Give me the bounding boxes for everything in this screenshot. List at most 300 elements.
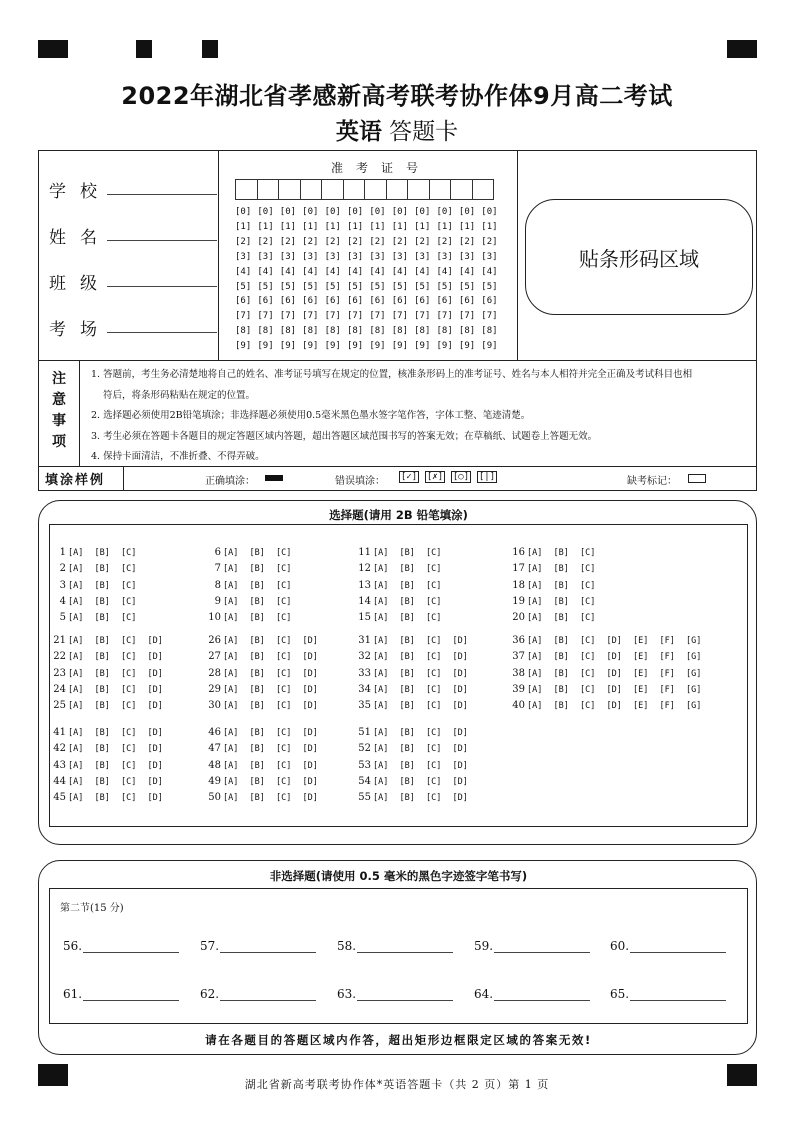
answer-bubble[interactable]: [D] <box>302 760 318 771</box>
answer-bubble[interactable]: [B] <box>249 684 265 695</box>
answer-bubble[interactable]: [C] <box>580 668 596 679</box>
digit-bubble[interactable]: [4] <box>346 266 364 277</box>
digit-bubble[interactable]: [4] <box>481 266 498 277</box>
answer-bubble[interactable]: [B] <box>399 684 415 695</box>
digit-bubble[interactable]: [4] <box>257 266 274 277</box>
answer-bubble[interactable]: [C] <box>580 580 596 591</box>
answer-bubble[interactable]: [D] <box>452 701 468 712</box>
digit-bubble[interactable]: [8] <box>369 326 386 337</box>
digit-bubble[interactable]: [3] <box>235 251 252 262</box>
answer-bubble[interactable]: [B] <box>249 652 265 663</box>
answer-blank[interactable]: 57. <box>200 939 316 953</box>
answer-bubble[interactable]: [C] <box>426 580 442 591</box>
digit-bubble[interactable]: [6] <box>235 296 252 307</box>
answer-bubble[interactable]: [B] <box>94 564 110 575</box>
answer-bubble[interactable]: [A] <box>373 580 389 591</box>
digit-bubble[interactable]: [8] <box>279 326 297 337</box>
digit-bubble[interactable]: [3] <box>436 251 453 262</box>
digit-bubble[interactable]: [6] <box>324 296 341 307</box>
digit-bubble[interactable]: [5] <box>257 281 274 292</box>
answer-bubble[interactable]: [F] <box>659 701 675 712</box>
answer-bubble[interactable]: [B] <box>249 760 265 771</box>
answer-bubble[interactable]: [A] <box>223 652 239 663</box>
digit-bubble[interactable]: [6] <box>458 296 476 307</box>
digit-bubble[interactable]: [6] <box>391 296 408 307</box>
answer-bubble[interactable]: [B] <box>94 668 110 679</box>
answer-blank[interactable]: 60. <box>610 939 726 953</box>
answer-blank[interactable]: 64. <box>474 987 590 1001</box>
answer-bubble[interactable]: [E] <box>633 701 649 712</box>
answer-bubble[interactable]: [F] <box>659 668 675 679</box>
answer-bubble[interactable]: [A] <box>223 564 239 575</box>
digit-bubble[interactable]: [1] <box>279 221 297 232</box>
answer-bubble[interactable]: [A] <box>223 596 239 607</box>
digit-bubble[interactable]: [0] <box>235 207 252 217</box>
answer-bubble[interactable]: [E] <box>633 684 649 695</box>
answer-bubble[interactable]: [C] <box>580 701 596 712</box>
answer-bubble[interactable]: [C] <box>580 652 596 663</box>
answer-bubble[interactable]: [B] <box>399 668 415 679</box>
absent-checkbox[interactable] <box>688 474 706 483</box>
answer-bubble[interactable]: [D] <box>606 701 622 712</box>
digit-bubble[interactable]: [2] <box>235 236 252 247</box>
answer-bubble[interactable]: [G] <box>686 668 702 679</box>
answer-bubble[interactable]: [D] <box>452 744 468 755</box>
answer-bubble[interactable]: [D] <box>606 636 622 646</box>
answer-bubble[interactable]: [C] <box>276 684 292 695</box>
answer-bubble[interactable]: [D] <box>302 668 318 679</box>
answer-bubble[interactable]: [A] <box>527 613 543 624</box>
digit-bubble[interactable]: [7] <box>391 311 408 322</box>
answer-bubble[interactable]: [B] <box>249 793 265 804</box>
answer-bubble[interactable]: [B] <box>94 684 110 695</box>
answer-bubble[interactable]: [A] <box>223 613 239 624</box>
answer-bubble[interactable]: [G] <box>686 701 702 712</box>
digit-bubble[interactable]: [9] <box>257 341 274 352</box>
answer-bubble[interactable]: [C] <box>580 613 596 624</box>
answer-bubble[interactable]: [C] <box>426 668 442 679</box>
answer-bubble[interactable]: [B] <box>249 564 265 575</box>
digit-bubble[interactable]: [6] <box>369 296 386 307</box>
digit-bubble[interactable]: [0] <box>302 207 319 217</box>
answer-bubble[interactable]: [B] <box>249 744 265 755</box>
answer-bubble[interactable]: [F] <box>659 652 675 663</box>
digit-bubble[interactable]: [5] <box>414 281 431 292</box>
digit-bubble[interactable]: [9] <box>279 341 297 352</box>
digit-bubble[interactable]: [7] <box>324 311 341 322</box>
digit-bubble[interactable]: [4] <box>324 266 341 277</box>
answer-blank[interactable]: 59. <box>474 939 590 953</box>
digit-bubble[interactable]: [1] <box>369 221 386 232</box>
digit-bubble[interactable]: [7] <box>235 311 252 322</box>
answer-bubble[interactable]: [C] <box>276 596 292 607</box>
answer-bubble[interactable]: [C] <box>426 728 442 738</box>
digit-bubble[interactable]: [4] <box>414 266 431 277</box>
digit-bubble[interactable]: [3] <box>302 251 319 262</box>
answer-bubble[interactable]: [B] <box>94 580 110 591</box>
digit-bubble[interactable]: [0] <box>279 207 297 217</box>
answer-bubble[interactable]: [A] <box>68 793 84 804</box>
answer-bubble[interactable]: [D] <box>452 728 468 738</box>
digit-bubble[interactable]: [7] <box>346 311 364 322</box>
digit-bubble[interactable]: [1] <box>436 221 453 232</box>
answer-bubble[interactable]: [D] <box>147 776 163 787</box>
answer-bubble[interactable]: [A] <box>68 684 84 695</box>
answer-bubble[interactable]: [D] <box>606 652 622 663</box>
answer-bubble[interactable]: [B] <box>553 701 569 712</box>
answer-bubble[interactable]: [B] <box>249 701 265 712</box>
answer-bubble[interactable]: [B] <box>553 613 569 624</box>
answer-bubble[interactable]: [B] <box>94 613 110 624</box>
digit-bubble[interactable]: [8] <box>436 326 453 337</box>
digit-bubble[interactable]: [2] <box>279 236 297 247</box>
digit-bubble[interactable]: [1] <box>302 221 319 232</box>
answer-bubble[interactable]: [A] <box>68 760 84 771</box>
digit-bubble[interactable]: [2] <box>346 236 364 247</box>
answer-bubble[interactable]: [C] <box>426 636 442 646</box>
digit-bubble[interactable]: [7] <box>458 311 476 322</box>
answer-bubble[interactable]: [B] <box>399 652 415 663</box>
digit-bubble[interactable]: [7] <box>436 311 453 322</box>
answer-bubble[interactable]: [B] <box>94 652 110 663</box>
answer-bubble[interactable]: [A] <box>373 596 389 607</box>
digit-bubble[interactable]: [3] <box>391 251 408 262</box>
answer-bubble[interactable]: [D] <box>147 728 163 738</box>
answer-bubble[interactable]: [D] <box>302 744 318 755</box>
answer-bubble[interactable]: [B] <box>553 668 569 679</box>
digit-bubble[interactable]: [8] <box>414 326 431 337</box>
answer-bubble[interactable]: [E] <box>633 668 649 679</box>
answer-bubble[interactable]: [B] <box>94 636 110 646</box>
answer-bubble[interactable]: [B] <box>553 548 569 558</box>
digit-bubble[interactable]: [9] <box>458 341 476 352</box>
digit-bubble[interactable]: [6] <box>346 296 364 307</box>
answer-bubble[interactable]: [A] <box>373 613 389 624</box>
answer-bubble[interactable]: [B] <box>553 652 569 663</box>
answer-bubble[interactable]: [A] <box>527 701 543 712</box>
answer-bubble[interactable]: [B] <box>553 580 569 591</box>
digit-bubble[interactable]: [5] <box>279 281 297 292</box>
answer-bubble[interactable]: [A] <box>527 668 543 679</box>
answer-bubble[interactable]: [C] <box>121 776 137 787</box>
answer-bubble[interactable]: [B] <box>399 596 415 607</box>
answer-bubble[interactable]: [D] <box>302 652 318 663</box>
answer-bubble[interactable]: [D] <box>452 636 468 646</box>
answer-bubble[interactable]: [A] <box>527 580 543 591</box>
digit-bubble[interactable]: [9] <box>302 341 319 352</box>
answer-bubble[interactable]: [C] <box>276 580 292 591</box>
digit-bubble[interactable]: [0] <box>346 207 364 217</box>
digit-bubble[interactable]: [5] <box>436 281 453 292</box>
answer-bubble[interactable]: [C] <box>276 701 292 712</box>
digit-bubble[interactable]: [9] <box>414 341 431 352</box>
digit-bubble[interactable]: [3] <box>414 251 431 262</box>
answer-bubble[interactable]: [C] <box>276 728 292 738</box>
digit-bubble[interactable]: [2] <box>458 236 476 247</box>
answer-bubble[interactable]: [D] <box>147 652 163 663</box>
digit-bubble[interactable]: [5] <box>324 281 341 292</box>
answer-bubble[interactable]: [A] <box>373 793 389 804</box>
digit-bubble[interactable]: [4] <box>391 266 408 277</box>
digit-bubble[interactable]: [9] <box>391 341 408 352</box>
digit-bubble[interactable]: [0] <box>414 207 431 217</box>
answer-bubble[interactable]: [A] <box>68 744 84 755</box>
answer-bubble[interactable]: [A] <box>527 548 543 558</box>
digit-bubble[interactable]: [0] <box>391 207 408 217</box>
answer-bubble[interactable]: [B] <box>249 776 265 787</box>
answer-bubble[interactable]: [C] <box>426 701 442 712</box>
digit-bubble[interactable]: [2] <box>302 236 319 247</box>
answer-bubble[interactable]: [A] <box>373 744 389 755</box>
digit-bubble[interactable]: [5] <box>302 281 319 292</box>
answer-bubble[interactable]: [C] <box>121 580 137 591</box>
digit-bubble[interactable]: [6] <box>436 296 453 307</box>
digit-bubble[interactable]: [6] <box>302 296 319 307</box>
answer-bubble[interactable]: [G] <box>686 652 702 663</box>
answer-bubble[interactable]: [B] <box>249 613 265 624</box>
exam-number-boxes[interactable] <box>235 179 493 200</box>
digit-bubble[interactable]: [0] <box>458 207 476 217</box>
answer-bubble[interactable]: [C] <box>121 652 137 663</box>
digit-bubble[interactable]: [0] <box>369 207 386 217</box>
answer-bubble[interactable]: [G] <box>686 684 702 695</box>
answer-bubble[interactable]: [A] <box>373 668 389 679</box>
digit-bubble[interactable]: [3] <box>458 251 476 262</box>
answer-blank[interactable]: 62. <box>200 987 316 1001</box>
answer-bubble[interactable]: [A] <box>373 728 389 738</box>
digit-bubble[interactable]: [1] <box>414 221 431 232</box>
answer-bubble[interactable]: [D] <box>452 793 468 804</box>
answer-bubble[interactable]: [C] <box>276 668 292 679</box>
digit-bubble[interactable]: [1] <box>481 221 498 232</box>
answer-bubble[interactable]: [C] <box>580 596 596 607</box>
answer-bubble[interactable]: [A] <box>223 636 239 646</box>
digit-bubble[interactable]: [9] <box>481 341 498 352</box>
digit-bubble[interactable]: [8] <box>481 326 498 337</box>
room-field[interactable] <box>107 317 217 333</box>
answer-bubble[interactable]: [D] <box>147 668 163 679</box>
digit-bubble[interactable]: [8] <box>391 326 408 337</box>
answer-bubble[interactable]: [A] <box>68 564 84 575</box>
digit-bubble[interactable]: [3] <box>324 251 341 262</box>
answer-bubble[interactable]: [C] <box>580 636 596 646</box>
answer-bubble[interactable]: [C] <box>121 793 137 804</box>
answer-bubble[interactable]: [B] <box>399 564 415 575</box>
digit-bubble[interactable]: [8] <box>302 326 319 337</box>
digit-bubble[interactable]: [7] <box>369 311 386 322</box>
answer-bubble[interactable]: [B] <box>249 596 265 607</box>
digit-bubble[interactable]: [9] <box>369 341 386 352</box>
answer-bubble[interactable]: [C] <box>276 613 292 624</box>
answer-bubble[interactable]: [A] <box>527 636 543 646</box>
answer-bubble[interactable]: [B] <box>94 760 110 771</box>
digit-bubble[interactable]: [4] <box>302 266 319 277</box>
answer-bubble[interactable]: [C] <box>426 760 442 771</box>
answer-bubble[interactable]: [A] <box>223 701 239 712</box>
digit-bubble[interactable]: [3] <box>257 251 274 262</box>
answer-bubble[interactable]: [A] <box>68 613 84 624</box>
answer-bubble[interactable]: [B] <box>94 776 110 787</box>
answer-bubble[interactable]: [A] <box>68 580 84 591</box>
digit-bubble[interactable]: [6] <box>414 296 431 307</box>
answer-bubble[interactable]: [C] <box>426 684 442 695</box>
answer-bubble[interactable]: [A] <box>223 668 239 679</box>
answer-bubble[interactable]: [D] <box>302 776 318 787</box>
class-field[interactable] <box>107 271 217 287</box>
answer-bubble[interactable]: [D] <box>452 760 468 771</box>
answer-bubble[interactable]: [A] <box>373 548 389 558</box>
answer-bubble[interactable]: [B] <box>249 580 265 591</box>
answer-bubble[interactable]: [B] <box>94 744 110 755</box>
answer-bubble[interactable]: [C] <box>426 613 442 624</box>
answer-bubble[interactable]: [B] <box>399 744 415 755</box>
digit-bubble[interactable]: [6] <box>481 296 498 307</box>
answer-bubble[interactable]: [C] <box>426 564 442 575</box>
answer-bubble[interactable]: [A] <box>373 776 389 787</box>
answer-bubble[interactable]: [F] <box>659 684 675 695</box>
answer-bubble[interactable]: [A] <box>68 701 84 712</box>
answer-bubble[interactable]: [C] <box>426 793 442 804</box>
answer-bubble[interactable]: [D] <box>606 684 622 695</box>
answer-bubble[interactable]: [A] <box>527 564 543 575</box>
answer-bubble[interactable]: [D] <box>302 684 318 695</box>
answer-bubble[interactable]: [C] <box>121 636 137 646</box>
answer-bubble[interactable]: [B] <box>94 548 110 558</box>
answer-bubble[interactable]: [A] <box>68 548 84 558</box>
answer-bubble[interactable]: [B] <box>399 728 415 738</box>
answer-bubble[interactable]: [C] <box>426 652 442 663</box>
digit-bubble[interactable]: [4] <box>369 266 386 277</box>
answer-bubble[interactable]: [D] <box>147 760 163 771</box>
digit-bubble[interactable]: [9] <box>324 341 341 352</box>
name-field[interactable] <box>107 225 217 241</box>
answer-bubble[interactable]: [E] <box>633 636 649 646</box>
answer-bubble[interactable]: [C] <box>426 776 442 787</box>
digit-bubble[interactable]: [9] <box>346 341 364 352</box>
answer-bubble[interactable]: [B] <box>94 596 110 607</box>
digit-bubble[interactable]: [4] <box>279 266 297 277</box>
digit-bubble[interactable]: [8] <box>346 326 364 337</box>
answer-bubble[interactable]: [A] <box>68 728 84 738</box>
digit-bubble[interactable]: [0] <box>324 207 341 217</box>
answer-bubble[interactable]: [A] <box>68 596 84 607</box>
digit-bubble[interactable]: [1] <box>346 221 364 232</box>
digit-bubble[interactable]: [1] <box>257 221 274 232</box>
answer-bubble[interactable]: [D] <box>452 668 468 679</box>
answer-bubble[interactable]: [C] <box>276 652 292 663</box>
digit-bubble[interactable]: [3] <box>481 251 498 262</box>
answer-bubble[interactable]: [A] <box>373 564 389 575</box>
digit-bubble[interactable]: [0] <box>481 207 498 217</box>
answer-bubble[interactable]: [C] <box>121 760 137 771</box>
answer-bubble[interactable]: [C] <box>121 728 137 738</box>
exam-number-bubbles[interactable] <box>235 205 504 354</box>
digit-bubble[interactable]: [1] <box>324 221 341 232</box>
digit-bubble[interactable]: [1] <box>235 221 252 232</box>
answer-bubble[interactable]: [D] <box>147 744 163 755</box>
answer-bubble[interactable]: [A] <box>373 652 389 663</box>
digit-bubble[interactable]: [5] <box>346 281 364 292</box>
answer-bubble[interactable]: [B] <box>399 636 415 646</box>
answer-bubble[interactable]: [A] <box>527 596 543 607</box>
digit-bubble[interactable]: [2] <box>481 236 498 247</box>
digit-bubble[interactable]: [7] <box>414 311 431 322</box>
answer-blank[interactable]: 65. <box>610 987 726 1001</box>
answer-bubble[interactable]: [B] <box>249 636 265 646</box>
digit-bubble[interactable]: [3] <box>346 251 364 262</box>
answer-bubble[interactable]: [A] <box>223 728 239 738</box>
answer-bubble[interactable]: [B] <box>94 793 110 804</box>
answer-bubble[interactable]: [C] <box>580 548 596 558</box>
answer-bubble[interactable]: [C] <box>121 613 137 624</box>
answer-bubble[interactable]: [C] <box>426 744 442 755</box>
answer-bubble[interactable]: [C] <box>276 793 292 804</box>
answer-bubble[interactable]: [B] <box>399 613 415 624</box>
digit-bubble[interactable]: [2] <box>414 236 431 247</box>
answer-bubble[interactable]: [C] <box>121 548 137 558</box>
digit-bubble[interactable]: [4] <box>458 266 476 277</box>
answer-bubble[interactable]: [D] <box>452 652 468 663</box>
answer-bubble[interactable]: [C] <box>426 548 442 558</box>
answer-bubble[interactable]: [A] <box>223 684 239 695</box>
answer-bubble[interactable]: [B] <box>249 728 265 738</box>
answer-bubble[interactable]: [A] <box>373 684 389 695</box>
answer-bubble[interactable]: [C] <box>276 760 292 771</box>
digit-bubble[interactable]: [1] <box>458 221 476 232</box>
digit-bubble[interactable]: [5] <box>369 281 386 292</box>
digit-bubble[interactable]: [7] <box>257 311 274 322</box>
answer-bubble[interactable]: [C] <box>121 744 137 755</box>
digit-bubble[interactable]: [5] <box>481 281 498 292</box>
answer-bubble[interactable]: [A] <box>223 776 239 787</box>
answer-bubble[interactable]: [D] <box>147 793 163 804</box>
answer-bubble[interactable]: [A] <box>68 636 84 646</box>
answer-bubble[interactable]: [D] <box>606 668 622 679</box>
digit-bubble[interactable]: [9] <box>235 341 252 352</box>
answer-bubble[interactable]: [C] <box>121 596 137 607</box>
digit-bubble[interactable]: [6] <box>279 296 297 307</box>
digit-bubble[interactable]: [2] <box>391 236 408 247</box>
answer-bubble[interactable]: [D] <box>452 776 468 787</box>
answer-bubble[interactable]: [D] <box>147 636 163 646</box>
answer-bubble[interactable]: [A] <box>68 668 84 679</box>
answer-bubble[interactable]: [C] <box>580 564 596 575</box>
answer-bubble[interactable]: [D] <box>302 636 318 646</box>
answer-bubble[interactable]: [C] <box>121 668 137 679</box>
digit-bubble[interactable]: [8] <box>458 326 476 337</box>
answer-bubble[interactable]: [B] <box>399 760 415 771</box>
digit-bubble[interactable]: [4] <box>436 266 453 277</box>
answer-bubble[interactable]: [A] <box>223 760 239 771</box>
answer-bubble[interactable]: [C] <box>276 548 292 558</box>
answer-bubble[interactable]: [B] <box>94 701 110 712</box>
digit-bubble[interactable]: [2] <box>436 236 453 247</box>
digit-bubble[interactable]: [1] <box>391 221 408 232</box>
digit-bubble[interactable]: [2] <box>369 236 386 247</box>
digit-bubble[interactable]: [9] <box>436 341 453 352</box>
answer-bubble[interactable]: [C] <box>276 776 292 787</box>
answer-bubble[interactable]: [D] <box>147 684 163 695</box>
answer-blank[interactable]: 63. <box>337 987 453 1001</box>
digit-bubble[interactable]: [5] <box>458 281 476 292</box>
answer-bubble[interactable]: [B] <box>249 548 265 558</box>
answer-bubble[interactable]: [B] <box>553 684 569 695</box>
answer-bubble[interactable]: [B] <box>399 776 415 787</box>
answer-bubble[interactable]: [G] <box>686 636 702 646</box>
answer-bubble[interactable]: [F] <box>659 636 675 646</box>
answer-bubble[interactable]: [B] <box>399 793 415 804</box>
answer-bubble[interactable]: [D] <box>302 728 318 738</box>
